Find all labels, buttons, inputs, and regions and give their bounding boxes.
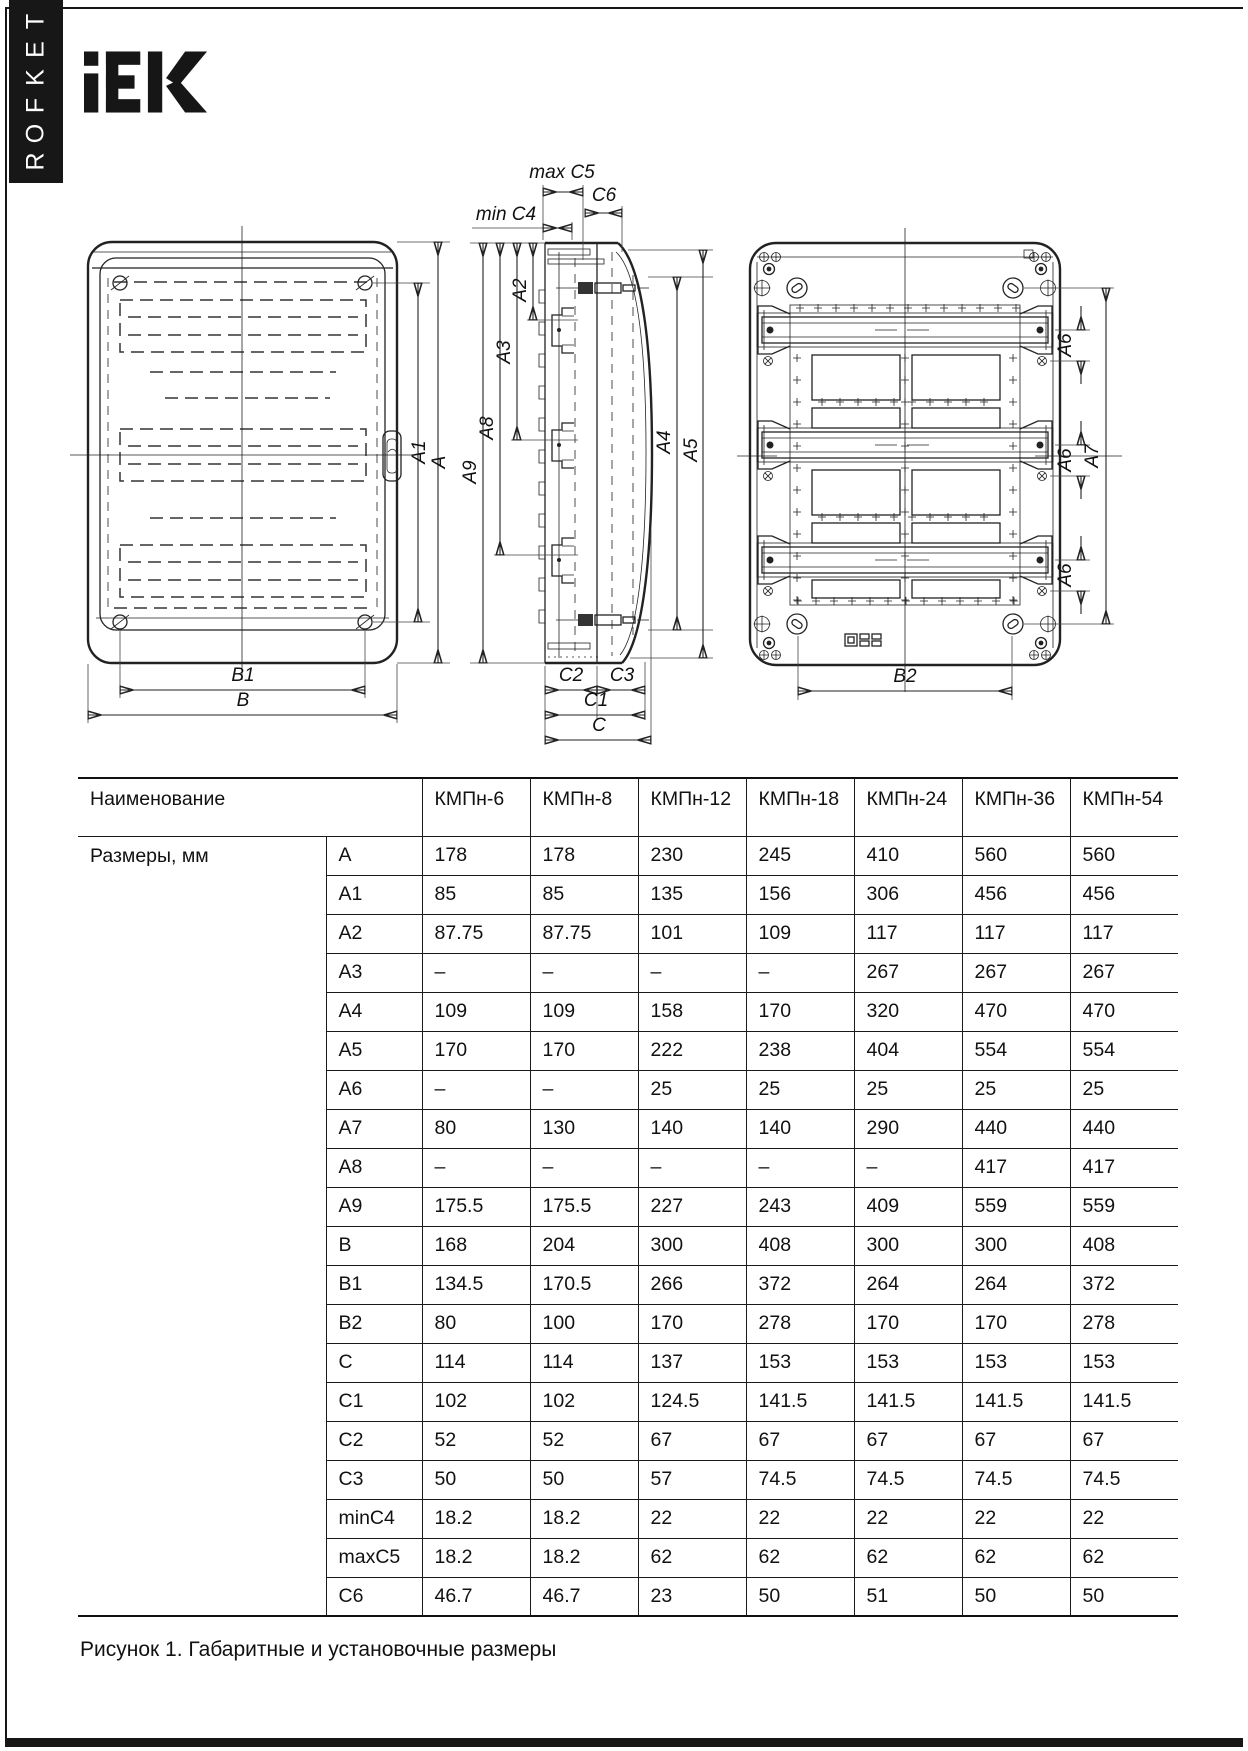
value-cell: – xyxy=(422,953,530,992)
value-cell: 57 xyxy=(638,1460,746,1499)
value-cell: 67 xyxy=(1070,1421,1178,1460)
value-cell: 67 xyxy=(962,1421,1070,1460)
value-cell: 67 xyxy=(746,1421,854,1460)
value-cell: 87.75 xyxy=(422,914,530,953)
value-cell: 178 xyxy=(530,836,638,875)
col-header: КМПн-6 xyxy=(422,778,530,836)
value-cell: 140 xyxy=(638,1109,746,1148)
tekfor-letter: O xyxy=(21,123,50,144)
value-cell: 175.5 xyxy=(422,1187,530,1226)
dim-label-b: B xyxy=(236,690,250,711)
value-cell: 101 xyxy=(638,914,746,953)
value-cell: 417 xyxy=(962,1148,1070,1187)
value-cell: 417 xyxy=(1070,1148,1178,1187)
dim-label-a6: A6 xyxy=(1055,563,1076,587)
value-cell: 300 xyxy=(854,1226,962,1265)
value-cell: 372 xyxy=(1070,1265,1178,1304)
value-cell: – xyxy=(530,1148,638,1187)
dimensions-table xyxy=(78,777,1178,1617)
value-cell: 22 xyxy=(962,1499,1070,1538)
front-screws xyxy=(111,276,374,629)
value-cell: 559 xyxy=(962,1187,1070,1226)
value-cell: 46.7 xyxy=(422,1577,530,1616)
value-cell: 175.5 xyxy=(530,1187,638,1226)
value-cell: – xyxy=(638,1148,746,1187)
param-cell: A3 xyxy=(326,953,422,992)
value-cell: 117 xyxy=(962,914,1070,953)
value-cell: – xyxy=(746,1148,854,1187)
value-cell: 266 xyxy=(638,1265,746,1304)
value-cell: 102 xyxy=(422,1382,530,1421)
value-cell: 170.5 xyxy=(530,1265,638,1304)
value-cell: 278 xyxy=(746,1304,854,1343)
name-header-cell: Наименование xyxy=(78,778,422,836)
value-cell: 141.5 xyxy=(854,1382,962,1421)
value-cell: 74.5 xyxy=(1070,1460,1178,1499)
value-cell: 67 xyxy=(638,1421,746,1460)
value-cell: 18.2 xyxy=(530,1499,638,1538)
dim-label-b1: B1 xyxy=(231,665,255,686)
value-cell: 22 xyxy=(854,1499,962,1538)
value-cell: 25 xyxy=(746,1070,854,1109)
col-header: КМПн-12 xyxy=(638,778,746,836)
value-cell: 470 xyxy=(1070,992,1178,1031)
rear-view xyxy=(737,228,1122,700)
param-cell: minC4 xyxy=(326,1499,422,1538)
value-cell: 124.5 xyxy=(638,1382,746,1421)
value-cell: 410 xyxy=(854,836,962,875)
molded-mark xyxy=(845,634,881,646)
value-cell: 245 xyxy=(746,836,854,875)
dim-label-c1: C1 xyxy=(583,690,609,711)
value-cell: 222 xyxy=(638,1031,746,1070)
value-cell: 25 xyxy=(638,1070,746,1109)
value-cell: 134.5 xyxy=(422,1265,530,1304)
value-cell: 170 xyxy=(854,1304,962,1343)
value-cell: 290 xyxy=(854,1109,962,1148)
col-header: КМПн-36 xyxy=(962,778,1070,836)
param-cell: C xyxy=(326,1343,422,1382)
dim-label-a: A xyxy=(429,455,450,469)
knockout-windows xyxy=(812,355,1000,598)
dim-label-a8: A8 xyxy=(477,416,498,440)
table-row xyxy=(78,836,1178,875)
param-cell: B1 xyxy=(326,1265,422,1304)
value-cell: 135 xyxy=(638,875,746,914)
tekfor-vertical-label xyxy=(9,0,63,183)
param-cell: A7 xyxy=(326,1109,422,1148)
tekfor-letter: K xyxy=(21,69,50,86)
value-cell: 18.2 xyxy=(422,1499,530,1538)
value-cell: 25 xyxy=(1070,1070,1178,1109)
dim-label-a5: A5 xyxy=(681,438,702,462)
value-cell: 117 xyxy=(1070,914,1178,953)
value-cell: 306 xyxy=(854,875,962,914)
param-cell: C3 xyxy=(326,1460,422,1499)
value-cell: 130 xyxy=(530,1109,638,1148)
value-cell: 25 xyxy=(854,1070,962,1109)
value-cell: 109 xyxy=(422,992,530,1031)
dim-label-b2: B2 xyxy=(893,666,917,687)
dim-label-max-c5: max C5 xyxy=(529,162,595,183)
value-cell: 372 xyxy=(746,1265,854,1304)
tekfor-letter: F xyxy=(21,97,50,114)
value-cell: 62 xyxy=(746,1538,854,1577)
value-cell: 559 xyxy=(1070,1187,1178,1226)
value-cell: 300 xyxy=(638,1226,746,1265)
value-cell: 62 xyxy=(638,1538,746,1577)
value-cell: – xyxy=(530,953,638,992)
value-cell: 300 xyxy=(962,1226,1070,1265)
value-cell: 141.5 xyxy=(746,1382,854,1421)
value-cell: 22 xyxy=(638,1499,746,1538)
value-cell: 456 xyxy=(962,875,1070,914)
value-cell: 62 xyxy=(1070,1538,1178,1577)
value-cell: 456 xyxy=(1070,875,1178,914)
value-cell: 170 xyxy=(530,1031,638,1070)
value-cell: 278 xyxy=(1070,1304,1178,1343)
value-cell: 50 xyxy=(1070,1577,1178,1616)
row-group-label: Размеры, мм xyxy=(90,844,209,867)
value-cell: 22 xyxy=(1070,1499,1178,1538)
col-header: КМПн-18 xyxy=(746,778,854,836)
value-cell: 153 xyxy=(854,1343,962,1382)
value-cell: 267 xyxy=(1070,953,1178,992)
value-cell: 170 xyxy=(422,1031,530,1070)
value-cell: 470 xyxy=(962,992,1070,1031)
value-cell: 87.75 xyxy=(530,914,638,953)
dim-label-c3: C3 xyxy=(609,665,635,686)
value-cell: 50 xyxy=(962,1577,1070,1616)
value-cell: 404 xyxy=(854,1031,962,1070)
param-cell: A5 xyxy=(326,1031,422,1070)
plus-marks xyxy=(793,304,1020,605)
dim-label-a6: A6 xyxy=(1055,448,1076,472)
value-cell: 267 xyxy=(854,953,962,992)
value-cell: 100 xyxy=(530,1304,638,1343)
param-cell: A xyxy=(326,836,422,875)
value-cell: 80 xyxy=(422,1109,530,1148)
value-cell: 560 xyxy=(1070,836,1178,875)
value-cell: 114 xyxy=(530,1343,638,1382)
tekfor-letter: T xyxy=(21,13,50,30)
value-cell: 230 xyxy=(638,836,746,875)
dim-label-a4: A4 xyxy=(654,430,675,454)
value-cell: 153 xyxy=(746,1343,854,1382)
value-cell: 22 xyxy=(746,1499,854,1538)
value-cell: – xyxy=(638,953,746,992)
value-cell: 74.5 xyxy=(746,1460,854,1499)
value-cell: 409 xyxy=(854,1187,962,1226)
value-cell: 140 xyxy=(746,1109,854,1148)
value-cell: 227 xyxy=(638,1187,746,1226)
param-cell: A2 xyxy=(326,914,422,953)
value-cell: 109 xyxy=(530,992,638,1031)
value-cell: 52 xyxy=(422,1421,530,1460)
dim-label-min-c4: min C4 xyxy=(475,204,537,225)
param-cell: A4 xyxy=(326,992,422,1031)
dim-label-a7: A7 xyxy=(1082,444,1103,468)
value-cell: 50 xyxy=(530,1460,638,1499)
param-cell: B2 xyxy=(326,1304,422,1343)
value-cell: 170 xyxy=(962,1304,1070,1343)
value-cell: 560 xyxy=(962,836,1070,875)
value-cell: 156 xyxy=(746,875,854,914)
value-cell: – xyxy=(422,1148,530,1187)
table-body xyxy=(78,836,1178,1616)
param-cell: A8 xyxy=(326,1148,422,1187)
figure-caption: Рисунок 1. Габаритные и установочные размеры xyxy=(80,1638,557,1661)
value-cell: 440 xyxy=(1070,1109,1178,1148)
param-cell: A1 xyxy=(326,875,422,914)
value-cell: 50 xyxy=(746,1577,854,1616)
value-cell: 18.2 xyxy=(530,1538,638,1577)
page-frame-bottom xyxy=(5,1738,1243,1747)
value-cell: 109 xyxy=(746,914,854,953)
header-row xyxy=(78,778,1178,836)
value-cell: 137 xyxy=(638,1343,746,1382)
value-cell: 114 xyxy=(422,1343,530,1382)
param-cell: C6 xyxy=(326,1577,422,1616)
iek-logo xyxy=(84,50,208,119)
value-cell: 158 xyxy=(638,992,746,1031)
value-cell: 440 xyxy=(962,1109,1070,1148)
value-cell: 204 xyxy=(530,1226,638,1265)
value-cell: – xyxy=(854,1148,962,1187)
value-cell: 320 xyxy=(854,992,962,1031)
value-cell: 141.5 xyxy=(1070,1382,1178,1421)
param-cell: B xyxy=(326,1226,422,1265)
value-cell: 117 xyxy=(854,914,962,953)
value-cell: 80 xyxy=(422,1304,530,1343)
param-cell: C1 xyxy=(326,1382,422,1421)
tekfor-letter: E xyxy=(21,41,50,58)
value-cell: 62 xyxy=(854,1538,962,1577)
value-cell: 554 xyxy=(1070,1031,1178,1070)
col-header: КМПн-54 xyxy=(1070,778,1178,836)
col-header: КМПн-8 xyxy=(530,778,638,836)
value-cell: 51 xyxy=(854,1577,962,1616)
value-cell: 554 xyxy=(962,1031,1070,1070)
value-cell: – xyxy=(422,1070,530,1109)
value-cell: 408 xyxy=(746,1226,854,1265)
param-cell: A9 xyxy=(326,1187,422,1226)
value-cell: 408 xyxy=(1070,1226,1178,1265)
value-cell: 238 xyxy=(746,1031,854,1070)
value-cell: 264 xyxy=(962,1265,1070,1304)
dim-label-c2: C2 xyxy=(558,665,584,686)
tekfor-letter: R xyxy=(21,152,50,171)
front-view xyxy=(70,226,450,723)
value-cell: 170 xyxy=(638,1304,746,1343)
dim-label-a9: A9 xyxy=(460,460,481,484)
value-cell: 23 xyxy=(638,1577,746,1616)
value-cell: 153 xyxy=(1070,1343,1178,1382)
value-cell: 46.7 xyxy=(530,1577,638,1616)
param-cell: C2 xyxy=(326,1421,422,1460)
dim-label-c6: C6 xyxy=(591,185,617,206)
value-cell: 52 xyxy=(530,1421,638,1460)
dim-label-a3: A3 xyxy=(494,340,515,364)
value-cell: 85 xyxy=(422,875,530,914)
value-cell: 141.5 xyxy=(962,1382,1070,1421)
value-cell: 168 xyxy=(422,1226,530,1265)
value-cell: – xyxy=(530,1070,638,1109)
value-cell: 102 xyxy=(530,1382,638,1421)
value-cell: 62 xyxy=(962,1538,1070,1577)
param-cell: A6 xyxy=(326,1070,422,1109)
dim-label-a6: A6 xyxy=(1055,333,1076,357)
value-cell: 25 xyxy=(962,1070,1070,1109)
dim-label-a1: A1 xyxy=(409,440,430,464)
value-cell: 264 xyxy=(854,1265,962,1304)
iek-logo-graphic xyxy=(84,50,208,114)
dim-label-a2: A2 xyxy=(510,278,531,302)
value-cell: 153 xyxy=(962,1343,1070,1382)
dim-label-c: C xyxy=(592,715,606,736)
value-cell: 267 xyxy=(962,953,1070,992)
value-cell: 18.2 xyxy=(422,1538,530,1577)
side-view xyxy=(460,162,713,744)
value-cell: 243 xyxy=(746,1187,854,1226)
value-cell: 74.5 xyxy=(962,1460,1070,1499)
value-cell: 178 xyxy=(422,836,530,875)
door-handle xyxy=(383,431,401,481)
value-cell: 85 xyxy=(530,875,638,914)
value-cell: 50 xyxy=(422,1460,530,1499)
value-cell: 170 xyxy=(746,992,854,1031)
param-cell: maxC5 xyxy=(326,1538,422,1577)
value-cell: 74.5 xyxy=(854,1460,962,1499)
value-cell: 67 xyxy=(854,1421,962,1460)
value-cell: – xyxy=(746,953,854,992)
col-header: КМПн-24 xyxy=(854,778,962,836)
